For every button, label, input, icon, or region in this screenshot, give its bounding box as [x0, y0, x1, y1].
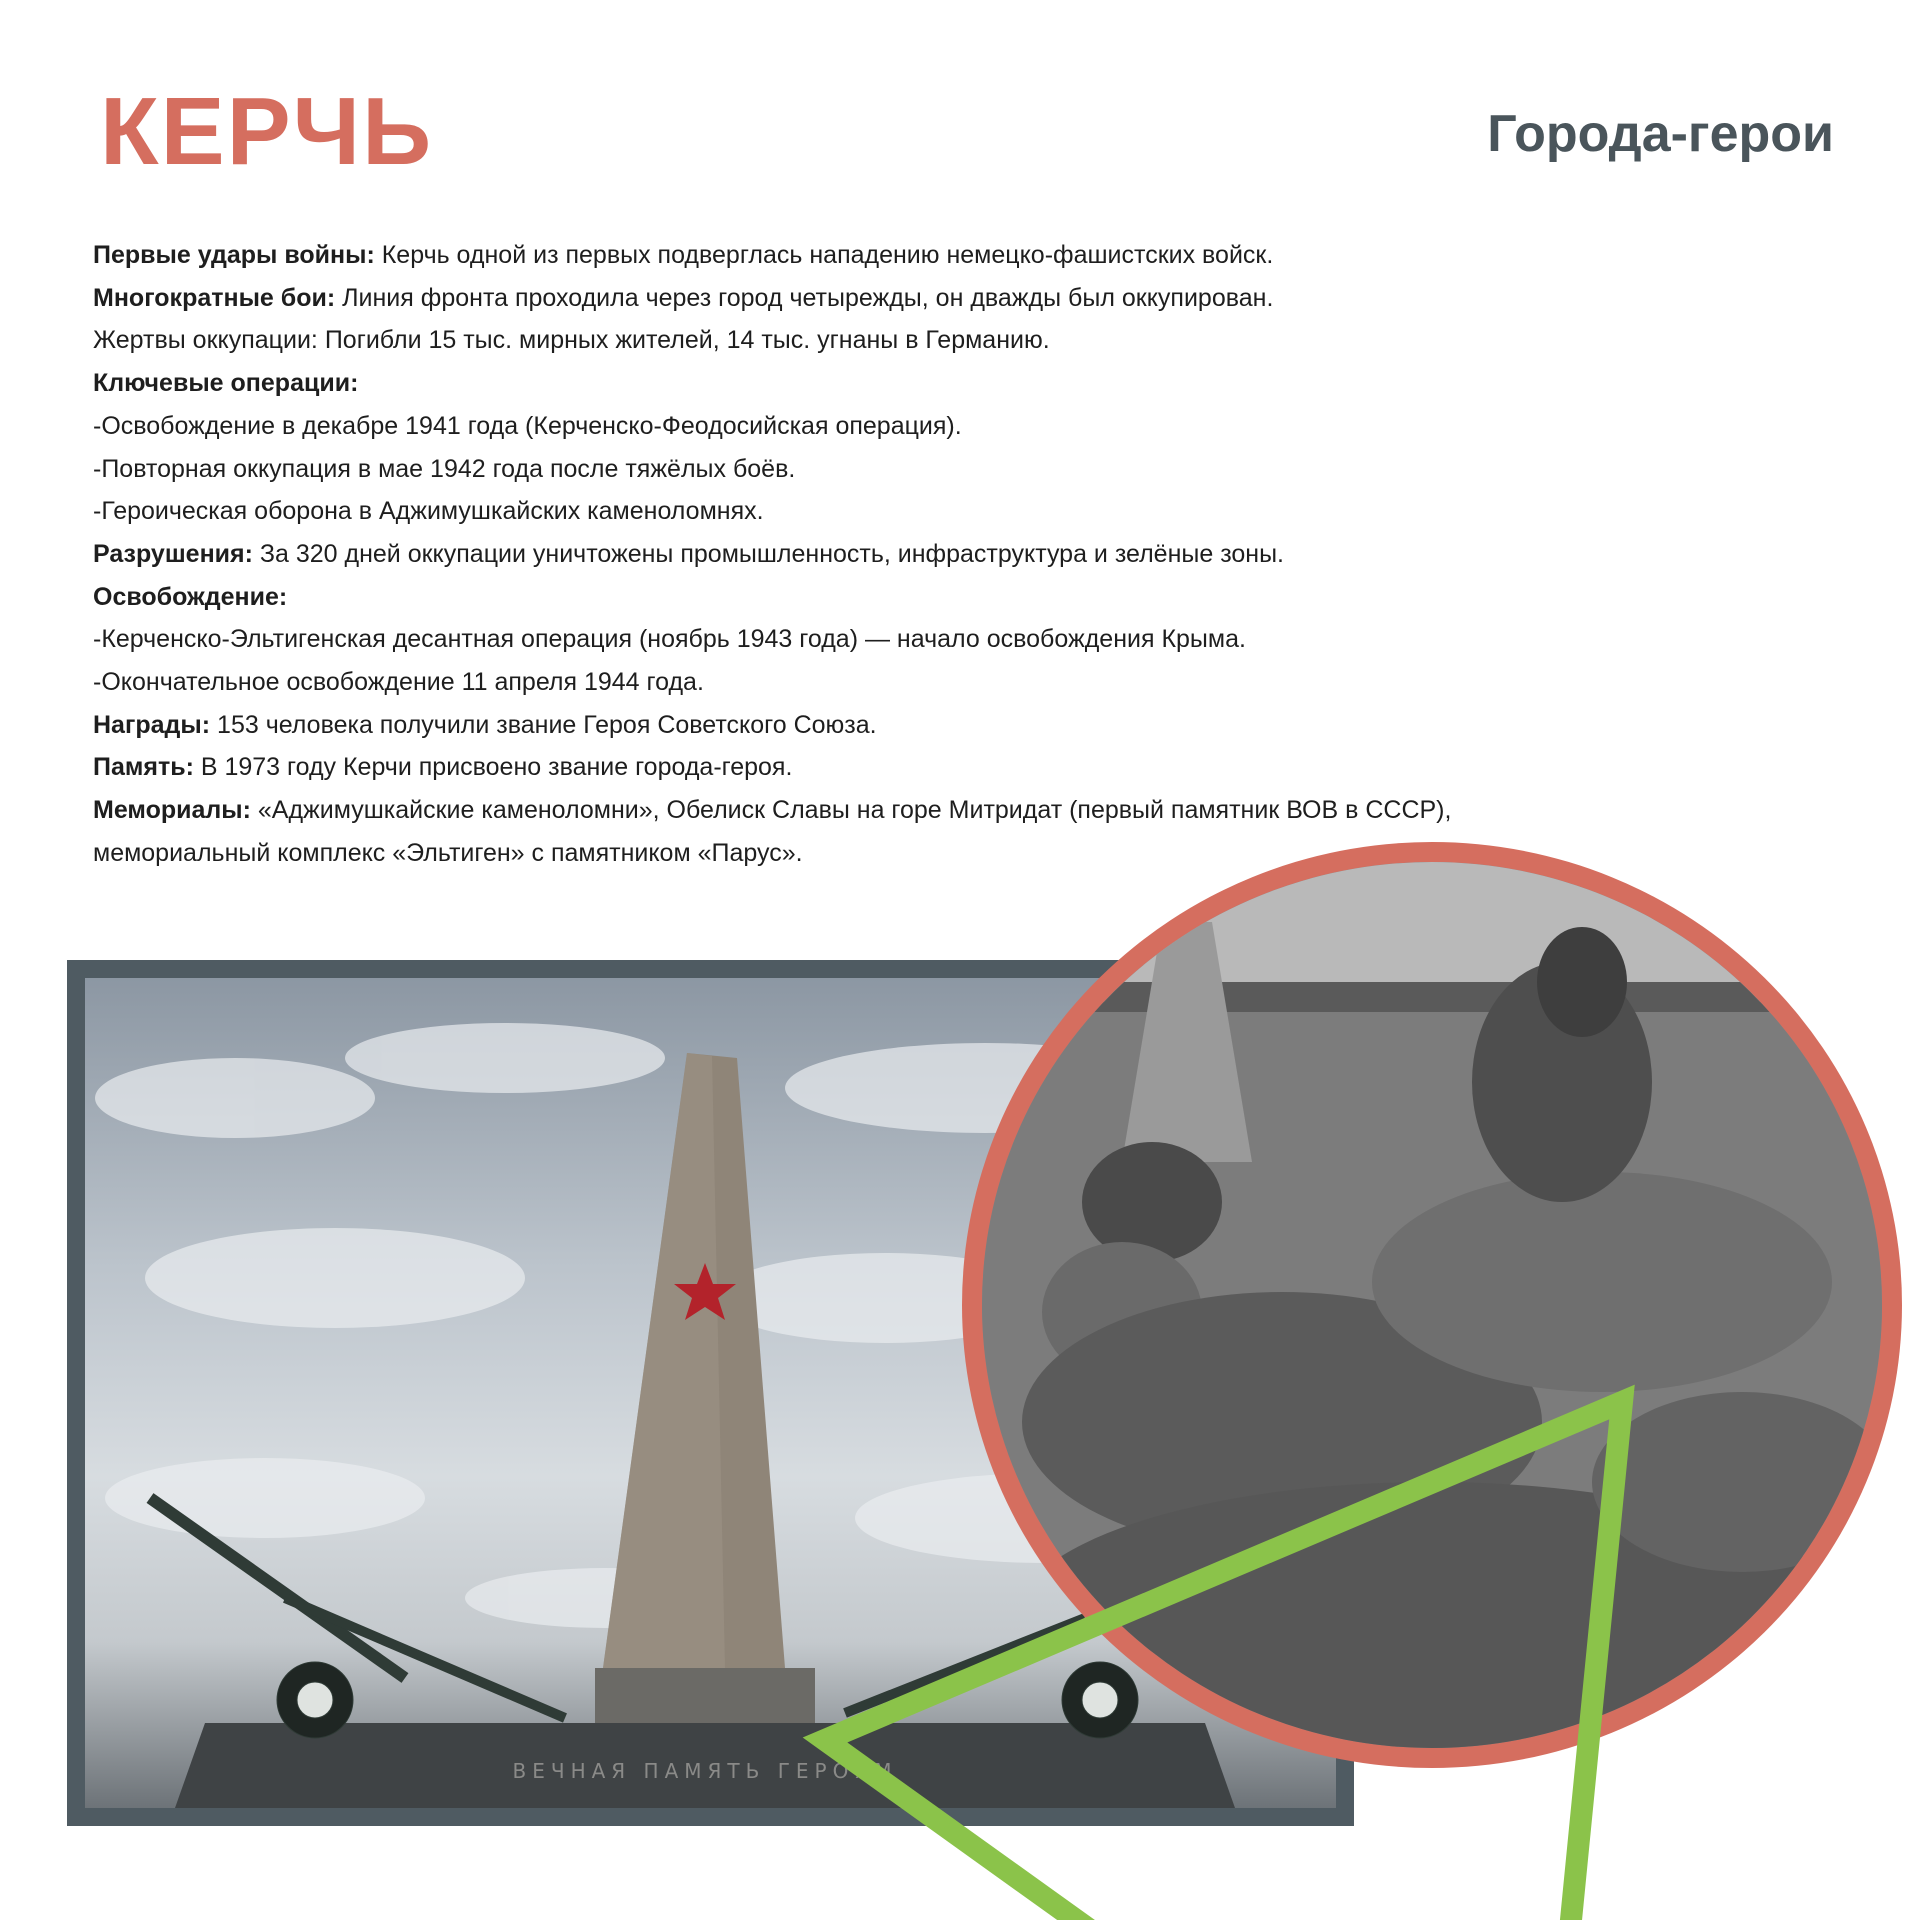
fact-line — [93, 789, 1793, 832]
fact-heading: Награды: — [93, 710, 211, 739]
fact-text: Жертвы оккупации: Погибли 15 тыс. мирных жителей, 14 тыс. угнаны в Германию. — [93, 326, 1050, 355]
fact-line — [93, 576, 1793, 619]
fact-line — [93, 618, 1793, 661]
fact-line — [93, 234, 1793, 277]
fact-heading: Разрушения: — [93, 539, 253, 568]
fact-line — [93, 319, 1793, 362]
soldiers-illustration — [982, 862, 1882, 1748]
fact-line — [93, 746, 1793, 789]
fact-line — [93, 405, 1793, 448]
fact-heading: Первые удары войны: — [93, 241, 375, 269]
fact-text: Керчь одной из первых подверглась нападению немецко-фашистских войск. — [374, 241, 1274, 269]
fact-text: В 1973 году Керчи присвоено звание города-героя. — [193, 753, 793, 782]
fact-line — [93, 533, 1793, 576]
svg-text:ВЕЧНАЯ ПАМЯТЬ ГЕРОЯМ: ВЕЧНАЯ ПАМЯТЬ ГЕРОЯМ — [512, 1759, 898, 1783]
category-title: Города-герои — [1487, 105, 1834, 163]
fact-heading: Память: — [93, 753, 194, 782]
fact-text: -Героическая оборона в Аджимушкайских каменоломнях. — [93, 497, 764, 526]
fact-heading: Освобождение: — [93, 582, 288, 611]
fact-heading: Мемориалы: — [93, 796, 251, 825]
fact-list — [93, 234, 1793, 875]
fact-heading: Многократные бои: — [93, 283, 336, 312]
fact-heading: Ключевые операции: — [93, 369, 359, 398]
fact-line — [93, 448, 1793, 491]
fact-text: мемориальный комплекс «Эльтиген» с памятником «Парус». — [93, 838, 803, 867]
fact-text: -Керченско-Эльтигенская десантная операция (ноябрь 1943 года) — начало освобождения Крыма. — [93, 625, 1246, 654]
archive-photo-circle — [962, 842, 1902, 1768]
fact-line — [93, 362, 1793, 405]
fact-text: «Аджимушкайские каменоломни», Обелиск Славы на горе Митридат (первый памятник ВОВ в СССР), — [250, 796, 1452, 825]
fact-text: -Освобождение в декабре 1941 года (Керченско-Феодосийская операция). — [93, 411, 962, 440]
fact-text: 153 человека получили звание Героя Советского Союза. — [210, 710, 877, 739]
fact-line — [93, 704, 1793, 747]
archive-photo — [982, 862, 1882, 1748]
fact-line — [93, 277, 1793, 320]
fact-line — [93, 661, 1793, 704]
fact-text: -Окончательное освобождение 11 апреля 1944 года. — [93, 668, 704, 697]
fact-line — [93, 490, 1793, 533]
fact-text: -Повторная оккупация в мае 1942 года после тяжёлых боёв. — [93, 454, 796, 483]
fact-text: Линия фронта проходила через город четырежды, он дважды был оккупирован. — [335, 283, 1274, 312]
fact-text: За 320 дней оккупации уничтожены промышленность, инфраструктура и зелёные зоны. — [252, 539, 1285, 568]
page-title: КЕРЧЬ — [100, 78, 434, 185]
